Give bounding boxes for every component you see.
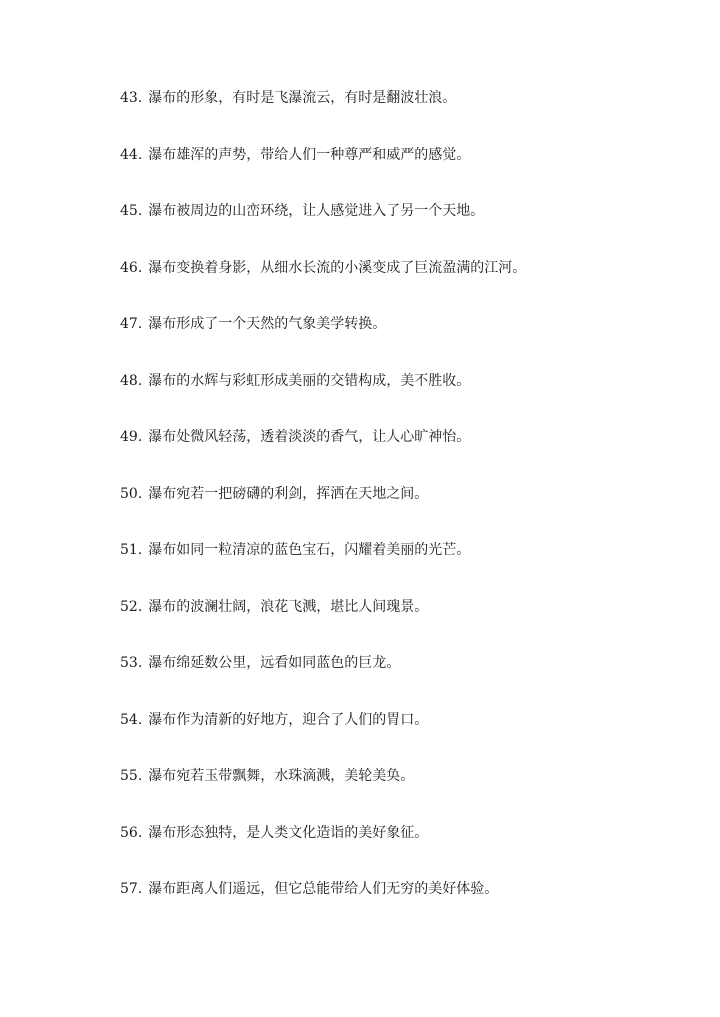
item-text: 瀑布宛若玉带飘舞，水珠滴溅，美轮美奂。 bbox=[148, 768, 415, 784]
list-item bbox=[120, 256, 526, 313]
item-number: 54. bbox=[120, 711, 143, 728]
item-number: 52. bbox=[120, 598, 143, 615]
item-text: 瀑布作为清新的好地方，迎合了人们的胃口。 bbox=[148, 711, 429, 728]
list-item bbox=[120, 595, 526, 652]
item-text: 瀑布宛若一把磅礴的利剑，挥洒在天地之间。 bbox=[148, 485, 429, 502]
item-number: 51. bbox=[120, 542, 143, 558]
item-text: 瀑布变换着身影，从细水长流的小溪变成了巨流盈满的江河。 bbox=[148, 259, 527, 276]
item-number: 44. bbox=[120, 146, 143, 163]
list-item bbox=[120, 143, 526, 200]
list-item bbox=[120, 312, 526, 369]
item-text: 瀑布的水辉与彩虹形成美丽的交错构成，美不胜收。 bbox=[148, 372, 471, 389]
item-number: 50. bbox=[120, 485, 143, 502]
item-number: 49. bbox=[120, 429, 143, 445]
list-item bbox=[120, 482, 526, 539]
item-number: 47. bbox=[120, 316, 143, 332]
item-text: 瀑布处微风轻荡，透着淡淡的香气，让人心旷神怡。 bbox=[148, 429, 471, 445]
item-text: 瀑布如同一粒清凉的蓝色宝石，闪耀着美丽的光芒。 bbox=[148, 542, 471, 558]
sentence-list bbox=[120, 86, 526, 934]
item-text: 瀑布绵延数公里，远看如同蓝色的巨龙。 bbox=[148, 655, 401, 671]
item-number: 55. bbox=[120, 768, 143, 784]
item-number: 56. bbox=[120, 824, 143, 841]
item-number: 43. bbox=[120, 90, 143, 106]
item-text: 瀑布形态独特，是人类文化造诣的美好象征。 bbox=[148, 824, 429, 841]
item-number: 48. bbox=[120, 372, 143, 389]
item-text: 瀑布形成了一个天然的气象美学转换。 bbox=[148, 316, 387, 332]
item-text: 瀑布雄浑的声势，带给人们一种尊严和威严的感觉。 bbox=[148, 146, 471, 163]
list-item bbox=[120, 651, 526, 708]
item-text: 瀑布的形象，有时是飞瀑流云，有时是翻波壮浪。 bbox=[148, 90, 457, 106]
list-item bbox=[120, 708, 526, 765]
item-number: 46. bbox=[120, 259, 143, 276]
list-item bbox=[120, 425, 526, 482]
item-number: 45. bbox=[120, 203, 143, 219]
list-item bbox=[120, 369, 526, 426]
item-text: 瀑布被周边的山峦环绕，让人感觉进入了另一个天地。 bbox=[148, 203, 485, 219]
list-item bbox=[120, 764, 526, 821]
item-number: 57. bbox=[120, 881, 143, 897]
list-item bbox=[120, 821, 526, 878]
item-text: 瀑布的波澜壮阔，浪花飞溅，堪比人间瑰景。 bbox=[148, 598, 429, 615]
list-item bbox=[120, 86, 526, 143]
list-item bbox=[120, 538, 526, 595]
item-number: 53. bbox=[120, 655, 143, 671]
list-item bbox=[120, 877, 526, 934]
list-item bbox=[120, 199, 526, 256]
item-text: 瀑布距离人们遥远，但它总能带给人们无穷的美好体验。 bbox=[148, 881, 499, 897]
